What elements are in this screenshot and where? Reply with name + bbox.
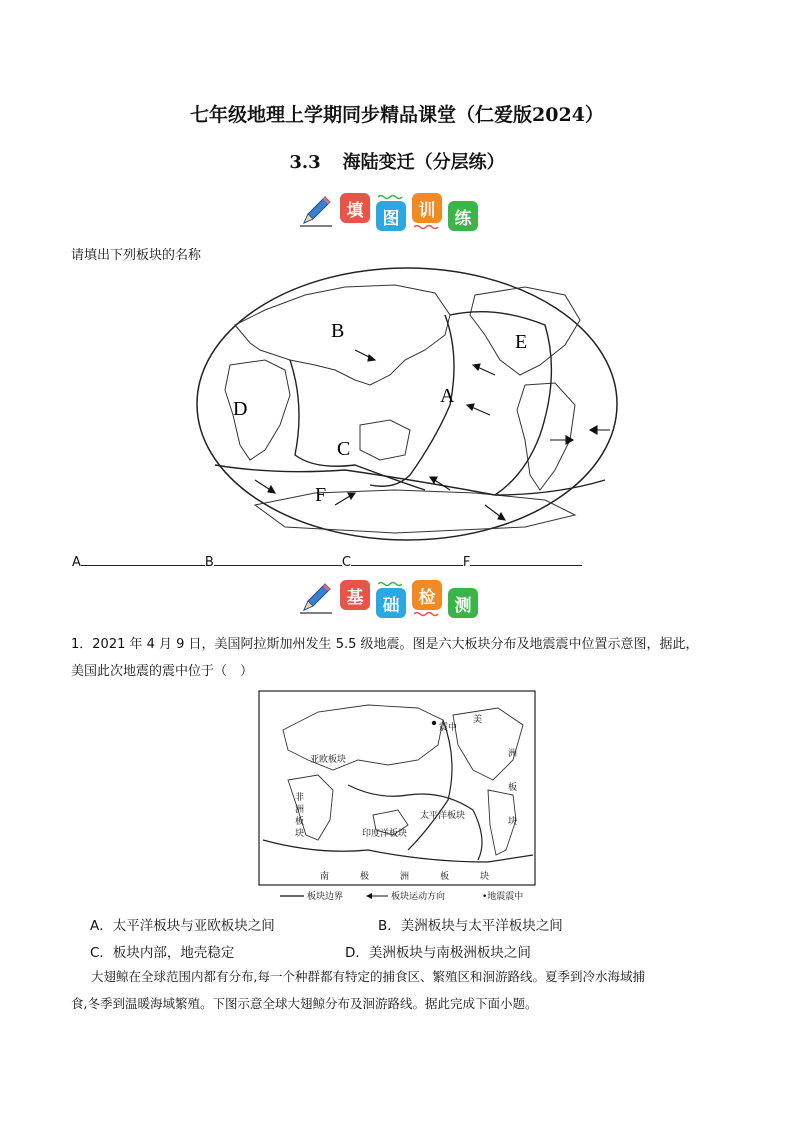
answer-label-b: B <box>204 555 214 570</box>
map2-label-eurasia: 亚欧板块 <box>310 755 347 765</box>
answer-blank-c[interactable] <box>351 553 463 566</box>
page-title: 七年级地理上学期同步精品课堂（仁爱版2024） <box>190 104 604 126</box>
map2-label-antarctic-4: 块 <box>480 872 490 882</box>
map2-label-antarctic-1: 极 <box>360 872 370 882</box>
q1-stem-line1: 1．2021 年 4 月 9 日，美国阿拉斯加州发生 5.5 级地震。图是六大板块分布及地震震中位置示意图，据此， <box>71 637 699 652</box>
plate-map-1 <box>195 265 620 543</box>
map2-label-africa-2: 板 <box>295 817 305 827</box>
continent-north-america <box>453 708 523 780</box>
badge-chu: 础 <box>376 588 406 618</box>
passage-line1: 大翅鲸在全球范围内都有分布,每一个种群都有特定的捕食区、繁殖区和洄游路线。夏季到冷水海域捕 <box>91 969 645 984</box>
choice-a[interactable]: A．太平洋板块与亚欧板块之间 <box>90 918 275 934</box>
map2-label-pacific: 太平洋板块 <box>420 811 466 821</box>
map2-label-america-3: 块 <box>508 817 518 827</box>
pencil-icon <box>298 580 334 616</box>
answer-blank-a[interactable] <box>81 553 205 566</box>
badge-xun: 训 <box>412 193 442 223</box>
fill-instruction: 请填出下列板块的名称 <box>71 248 202 263</box>
map-label-d: D <box>233 398 248 420</box>
map2-label-america-1: 洲 <box>508 749 518 759</box>
map-label-f: F <box>315 484 327 506</box>
map-outline <box>197 268 617 540</box>
map-label-c: C <box>337 438 351 460</box>
section-number: 3.3 <box>289 152 321 173</box>
passage-line2: 食,冬季到温暖海域繁殖。下图示意全球大翅鲸分布及洄游路线。据此完成下面小题。 <box>71 996 538 1011</box>
epicenter-dot <box>432 721 436 725</box>
legend-epicenter: •地震震中 <box>482 892 524 902</box>
badge-tian: 填 <box>340 193 370 223</box>
map-label-a: A <box>440 385 455 407</box>
plate-map-2 <box>258 690 538 905</box>
map2-label-america-0: 美 <box>473 715 483 725</box>
continent-australia <box>360 420 410 460</box>
map-label-e: E <box>515 331 528 353</box>
badge-ji: 基 <box>340 580 370 610</box>
basic-test-banner <box>298 580 478 618</box>
plate-boundary <box>408 720 452 850</box>
map2-label-antarctic-3: 板 <box>440 872 450 882</box>
answer-blank-b[interactable] <box>214 553 342 566</box>
legend-direction: 板块运动方向 <box>391 892 446 902</box>
choice-d[interactable]: D．美洲板块与南极洲板块之间 <box>345 945 531 961</box>
map2-label-america-2: 板 <box>508 783 518 793</box>
plate-boundary <box>263 840 533 862</box>
map-label-b: B <box>331 320 345 342</box>
choice-b[interactable]: B．美洲板块与太平洋板块之间 <box>378 918 563 934</box>
choice-c[interactable]: C．板块内部，地壳稳定 <box>90 945 235 961</box>
badge-jian: 检 <box>412 580 442 610</box>
map2-label-indian: 印度洋板块 <box>362 829 408 839</box>
badge-lian: 练 <box>448 201 478 231</box>
legend-boundary: 板块边界 <box>307 892 344 902</box>
fill-map-training-banner <box>298 193 478 231</box>
plate-boundary <box>290 360 425 490</box>
answer-label-f: F <box>462 555 471 570</box>
continent-antarctica <box>255 490 575 533</box>
map2-label-africa-0: 非 <box>295 793 305 803</box>
map2-label-antarctic-2: 洲 <box>400 872 410 882</box>
map2-label-africa-3: 块 <box>295 829 305 839</box>
pencil-icon <box>298 193 334 229</box>
badge-tu: 图 <box>376 201 406 231</box>
continent-eurasia <box>283 705 443 770</box>
section-title: 海陆变迁（分层练） <box>342 152 505 173</box>
plate-boundary <box>450 312 551 495</box>
answer-blank-f[interactable] <box>470 553 582 566</box>
map2-label-epicenter: 震中 <box>439 723 458 733</box>
section-heading <box>0 148 794 174</box>
q1-stem-line2: 美国此次地震的震中位于（ ） <box>71 664 254 679</box>
map2-legend <box>280 890 523 902</box>
map2-label-antarctic-0: 南 <box>320 872 330 882</box>
map2-label-africa-1: 洲 <box>295 805 305 815</box>
answer-label-c: C <box>341 555 351 570</box>
answer-label-a: A <box>72 555 81 570</box>
answer-blanks <box>72 553 582 570</box>
badge-ce: 测 <box>448 588 478 618</box>
plate-boundary <box>348 785 482 860</box>
